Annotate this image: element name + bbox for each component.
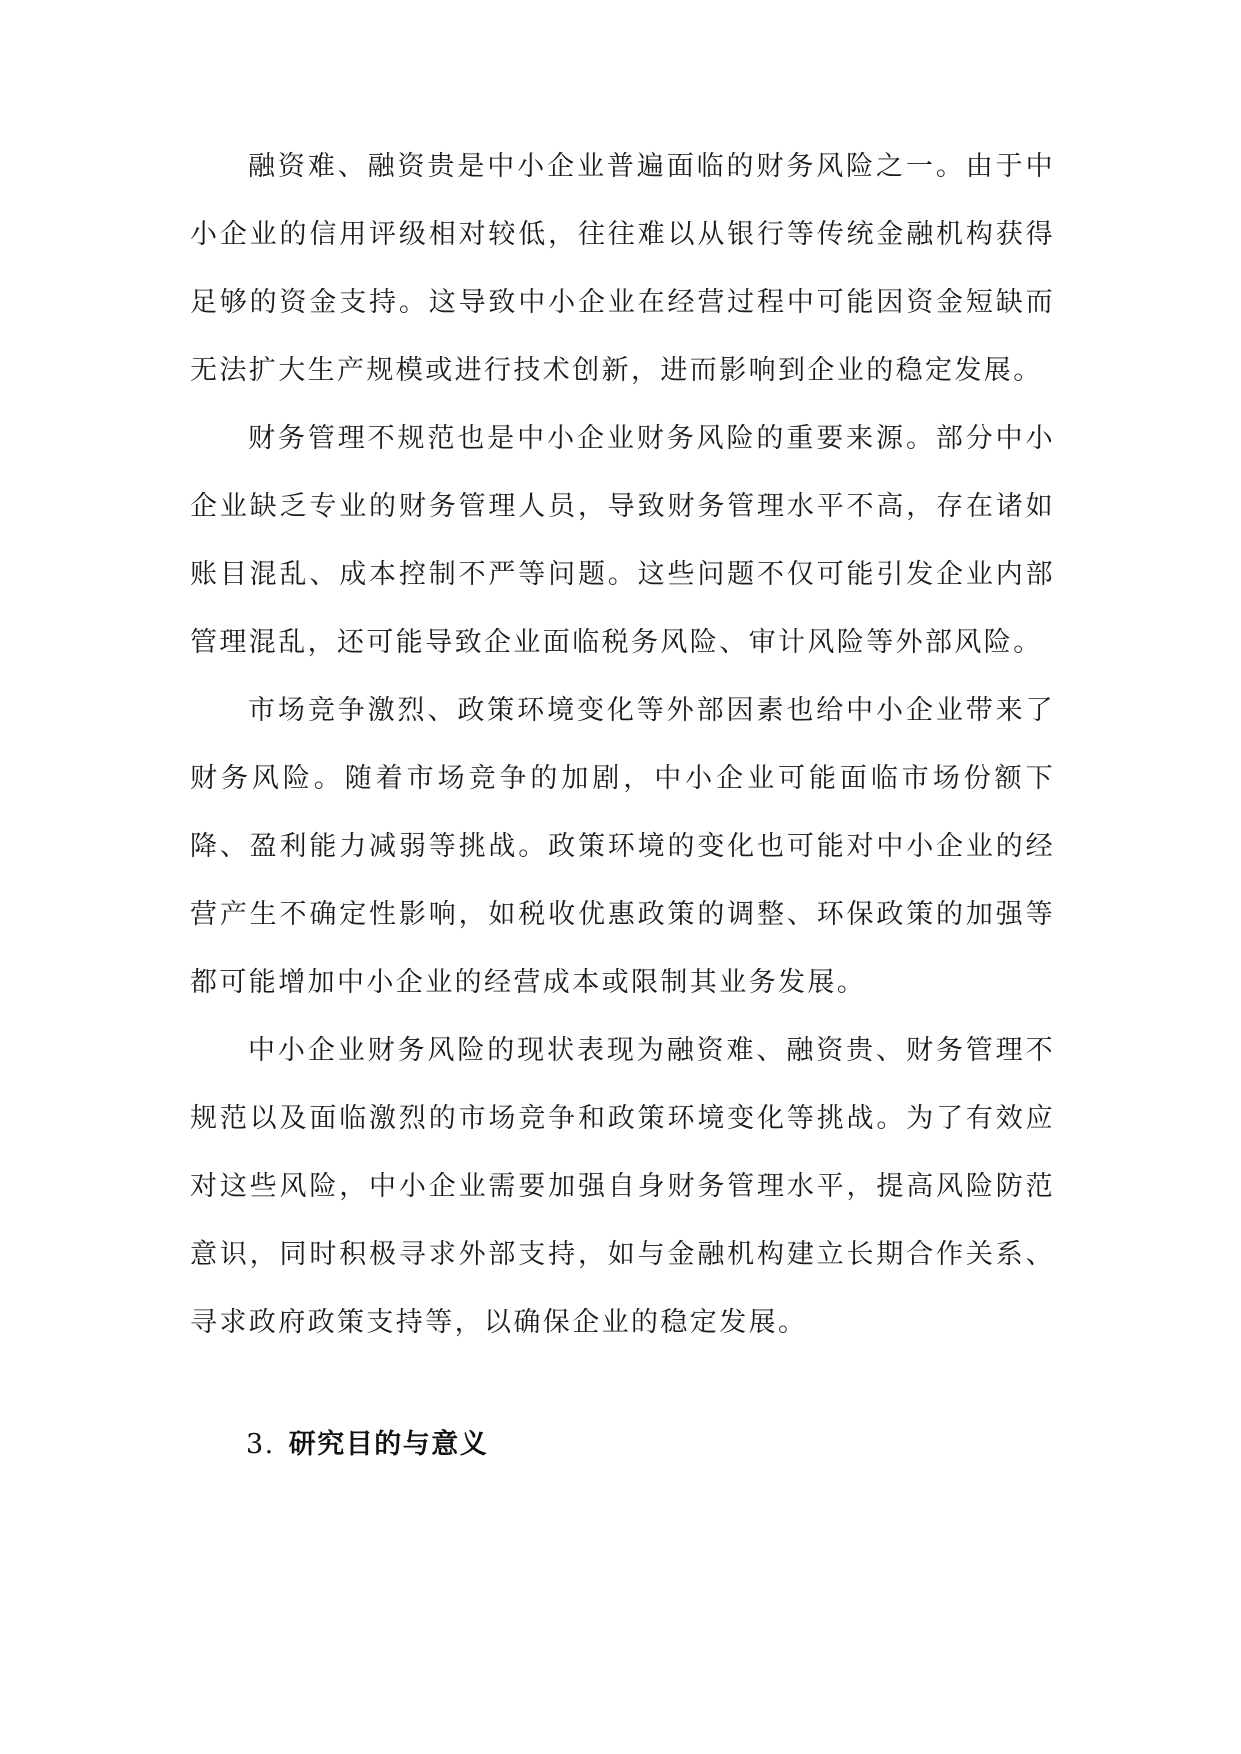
section-heading bbox=[190, 1411, 1055, 1479]
section-title: 研究目的与意义 bbox=[288, 1429, 489, 1460]
paragraph-market: 市场竞争激烈、政策环境变化等外部因素也给中小企业带来了财务风险。随着市场竞争的加剧，中小企业可能面临市场份额下降、盈利能力减弱等挑战。政策环境的变化也可能对中小企业的经营产生不确定性影响，如税收优惠政策的调整、环保政策的加强等都可能增加中小企业的经营成本或限制其业务发展。 bbox=[190, 695, 1055, 998]
paragraph-financing: 融资难、融资贵是中小企业普遍面临的财务风险之一。由于中小企业的信用评级相对较低，往往难以从银行等传统金融机构获得足够的资金支持。这导致中小企业在经营过程中可能因资金短缺而无法扩大生产规模或进行技术创新，进而影响到企业的稳定发展。 bbox=[190, 151, 1055, 386]
document-body bbox=[190, 133, 1055, 1479]
paragraph-summary: 中小企业财务风险的现状表现为融资难、融资贵、财务管理不规范以及面临激烈的市场竞争和政策环境变化等挑战。为了有效应对这些风险，中小企业需要加强自身财务管理水平，提高风险防范意识，同时积极寻求外部支持，如与金融机构建立长期合作关系、寻求政府政策支持等，以确保企业的稳定发展。 bbox=[190, 1035, 1055, 1338]
section-number: 3. bbox=[246, 1429, 275, 1460]
paragraph-management: 财务管理不规范也是中小企业财务风险的重要来源。部分中小企业缺乏专业的财务管理人员，导致财务管理水平不高，存在诸如账目混乱、成本控制不严等问题。这些问题不仅可能引发企业内部管理混乱，还可能导致企业面临税务风险、审计风险等外部风险。 bbox=[190, 423, 1055, 658]
